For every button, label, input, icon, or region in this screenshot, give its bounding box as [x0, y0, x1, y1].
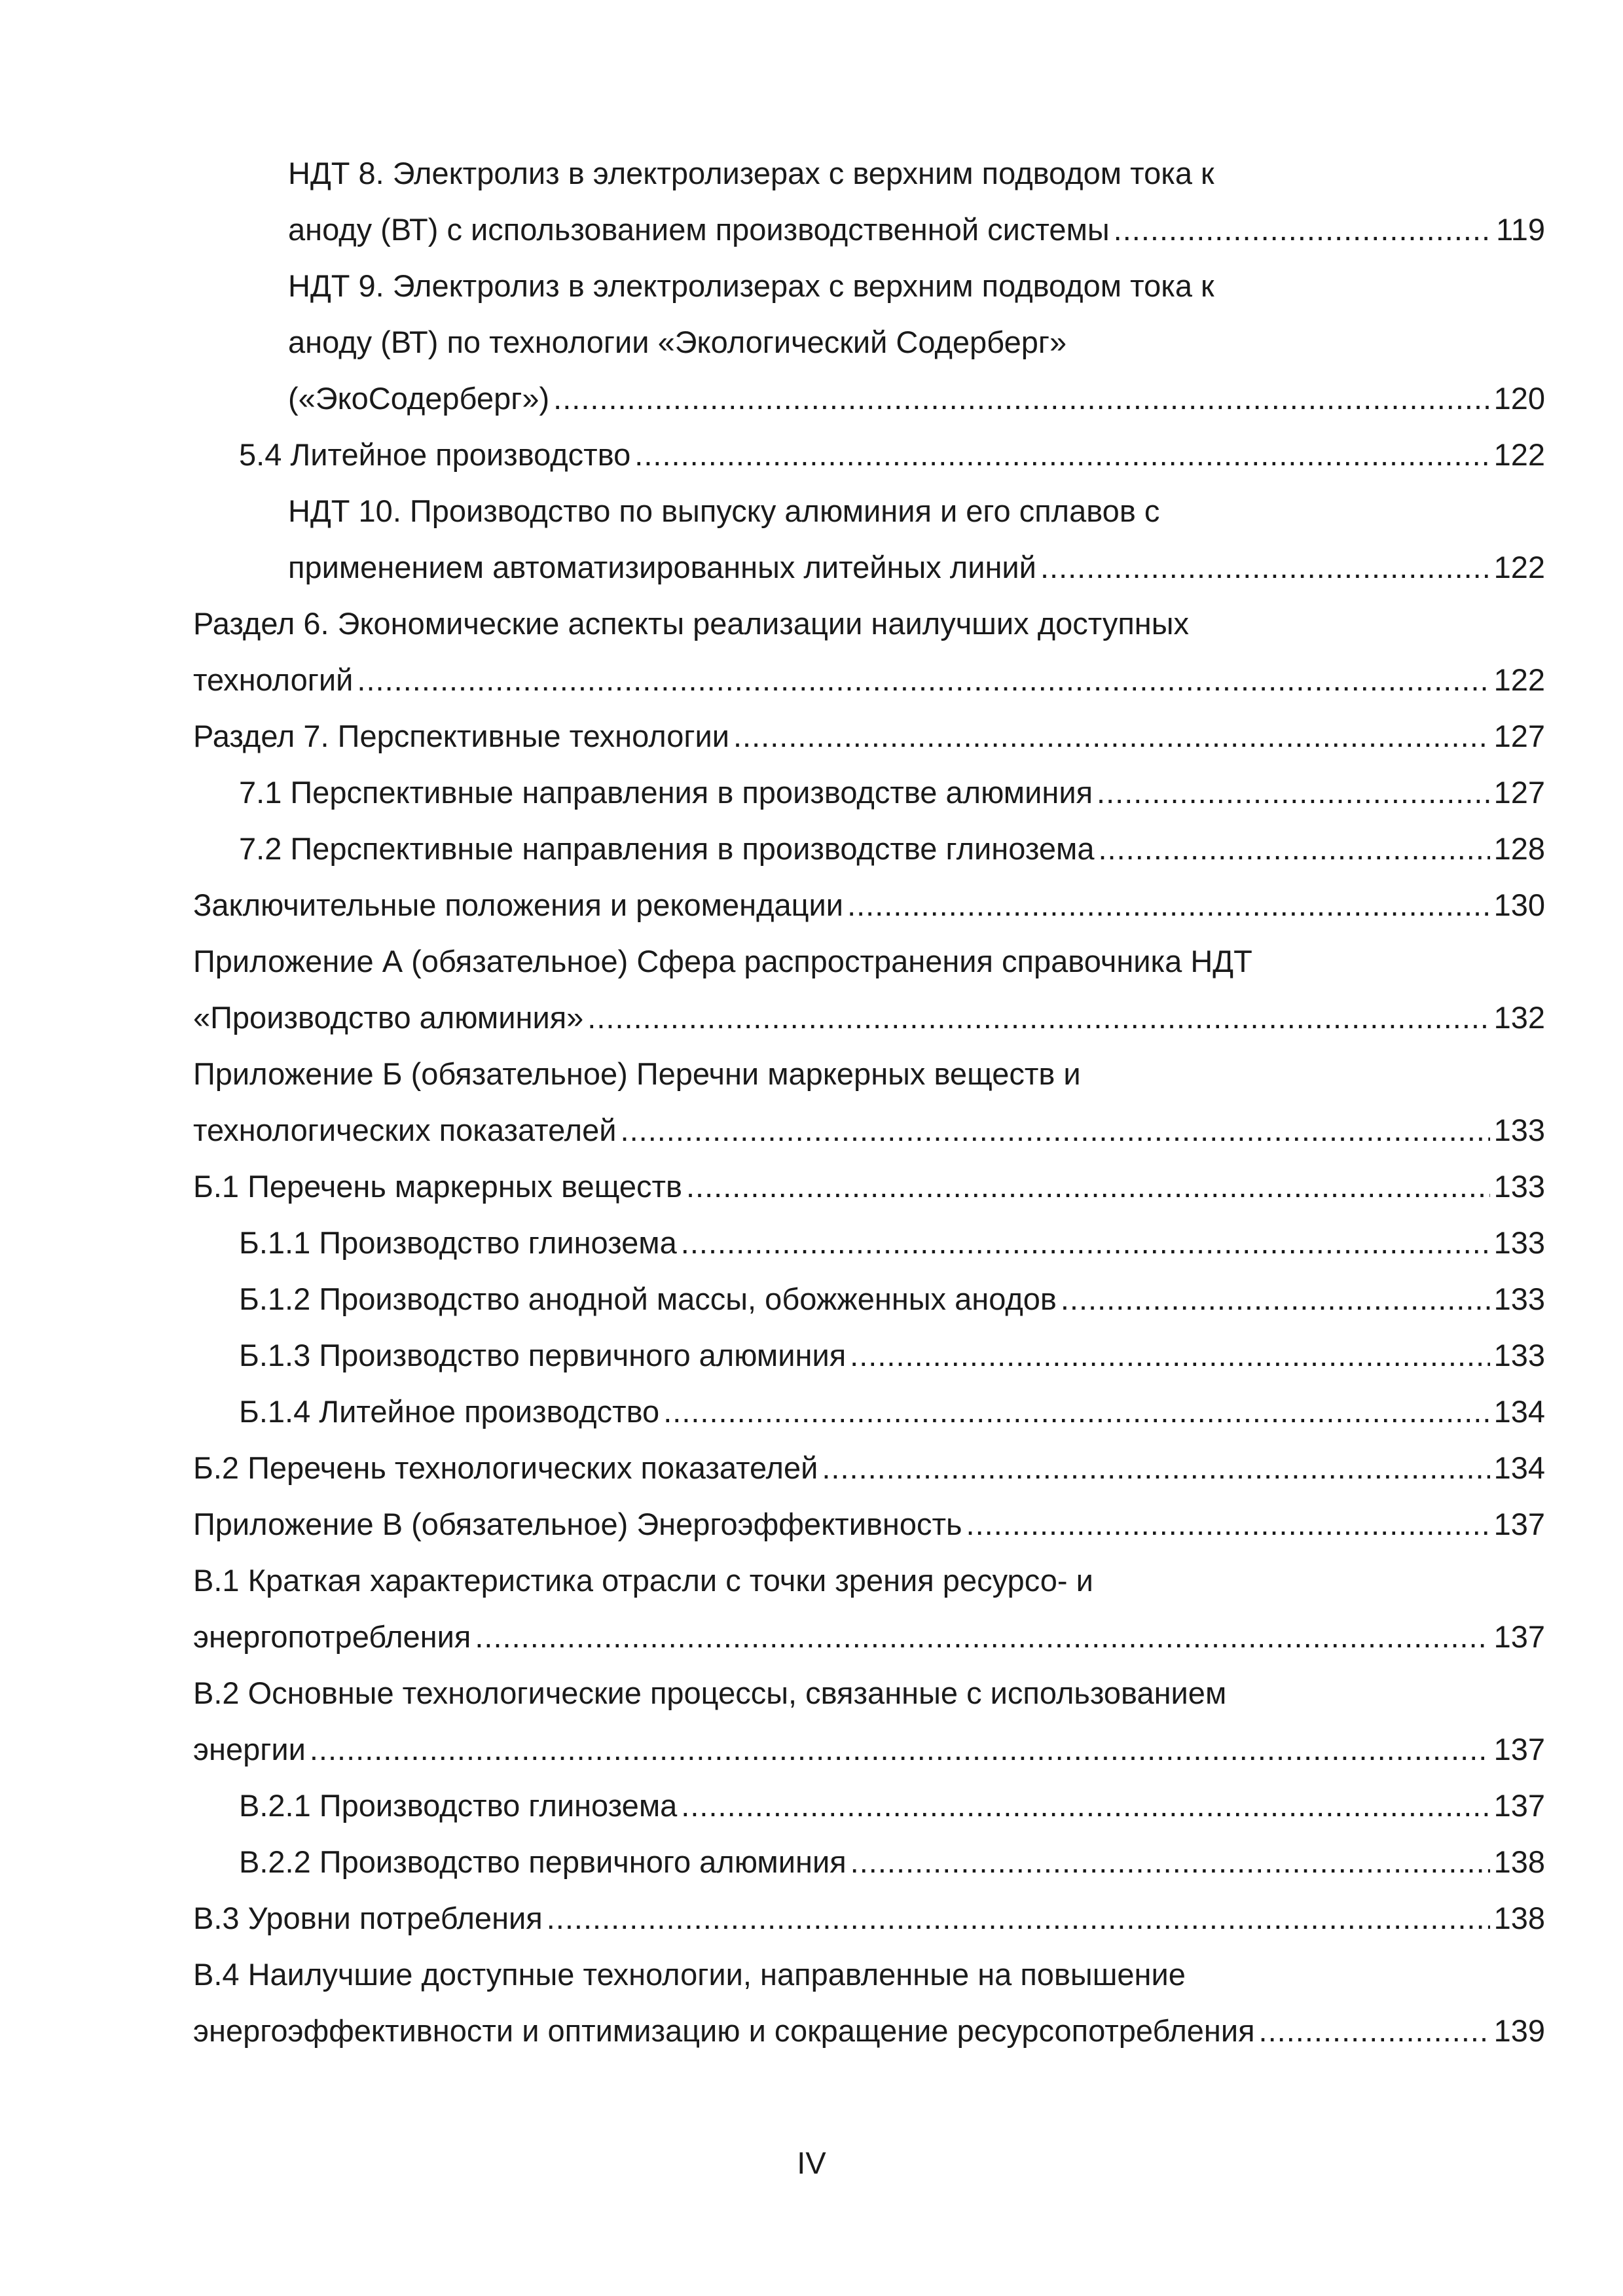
- toc-entry[interactable]: [193, 1721, 1545, 1778]
- toc-entry[interactable]: [193, 1890, 1545, 1946]
- toc-entry-page: 133: [1493, 1338, 1545, 1372]
- toc-entry-title: В.3 Уровни потребления: [193, 1901, 543, 1935]
- toc-entry-title: Б.2 Перечень технологических показателей: [193, 1450, 818, 1485]
- toc-entry-page: 122: [1493, 662, 1545, 697]
- toc-entry-page: 139: [1493, 2013, 1545, 2048]
- dot-leader: [681, 1778, 1489, 1834]
- toc-entry-title: аноду (ВТ) с использованием производственной системы: [288, 212, 1110, 247]
- toc-entry[interactable]: [193, 596, 1545, 652]
- toc-entry-title: 7.1 Перспективные направления в производстве алюминия: [239, 775, 1093, 810]
- toc-entry[interactable]: [193, 1778, 1545, 1834]
- toc-entry-page: 133: [1493, 1113, 1545, 1147]
- toc-entry-page: 130: [1493, 888, 1545, 922]
- dot-leader: [547, 1890, 1490, 1946]
- toc-entry-page: 122: [1493, 550, 1545, 584]
- toc-entry[interactable]: [193, 821, 1545, 877]
- toc-entry-title: Заключительные положения и рекомендации: [193, 888, 844, 922]
- page-number: IV: [797, 2145, 826, 2180]
- toc-entry-page: 132: [1493, 1000, 1545, 1035]
- toc-entry-page: 137: [1493, 1788, 1545, 1823]
- dot-leader: [1097, 764, 1490, 821]
- dot-leader: [621, 1102, 1490, 1158]
- toc-entry-title: НДТ 10. Производство по выпуску алюминия и его сплавов с: [288, 493, 1160, 528]
- toc-entry-title: энергоэффективности и оптимизацию и сокращение ресурсопотребления: [193, 2013, 1255, 2048]
- toc-entry[interactable]: [193, 1665, 1545, 1721]
- toc-entry-title: технологий: [193, 662, 354, 697]
- toc-entry-page: 137: [1493, 1507, 1545, 1541]
- toc-entry-title: В.2.1 Производство глинозема: [239, 1788, 678, 1823]
- table-of-contents: [193, 145, 1545, 2059]
- toc-entry[interactable]: [193, 427, 1545, 483]
- toc-entry-page: 120: [1493, 381, 1545, 416]
- toc-entry[interactable]: [193, 1271, 1545, 1327]
- toc-entry-title: технологических показателей: [193, 1113, 617, 1147]
- toc-entry[interactable]: [193, 539, 1545, 596]
- toc-entry[interactable]: [193, 1046, 1545, 1102]
- toc-entry[interactable]: [193, 1496, 1545, 1552]
- toc-entry[interactable]: [193, 1440, 1545, 1496]
- toc-entry[interactable]: [193, 990, 1545, 1046]
- dot-leader: [1098, 821, 1489, 877]
- toc-entry-title: НДТ 9. Электролиз в электролизерах с верхним подводом тока к: [288, 268, 1214, 303]
- dot-leader: [634, 427, 1489, 483]
- toc-entry[interactable]: [193, 933, 1545, 990]
- dot-leader: [587, 990, 1489, 1046]
- toc-entry-page: 138: [1493, 1901, 1545, 1935]
- toc-entry-page: 119: [1496, 212, 1545, 247]
- toc-entry-title: В.4 Наилучшие доступные технологии, направленные на повышение: [193, 1957, 1186, 1992]
- toc-entry[interactable]: [193, 1834, 1545, 1890]
- toc-entry[interactable]: [193, 708, 1545, 764]
- toc-entry[interactable]: [193, 1327, 1545, 1384]
- toc-entry[interactable]: [193, 1158, 1545, 1215]
- toc-entry-page: 122: [1493, 437, 1545, 472]
- dot-leader: [1040, 539, 1490, 596]
- dot-leader: [966, 1496, 1490, 1552]
- toc-entry-title: Б.1 Перечень маркерных веществ: [193, 1169, 682, 1204]
- dot-leader: [553, 370, 1489, 427]
- dot-leader: [733, 708, 1490, 764]
- toc-entry-title: Приложение В (обязательное) Энергоэффективность: [193, 1507, 962, 1541]
- toc-entry-title: применением автоматизированных литейных линий: [288, 550, 1036, 584]
- toc-entry-title: 5.4 Литейное производство: [239, 437, 631, 472]
- toc-entry-title: «Производство алюминия»: [193, 1000, 584, 1035]
- toc-entry-page: 133: [1493, 1282, 1545, 1316]
- toc-entry-page: 133: [1493, 1225, 1545, 1260]
- toc-entry-title: В.2 Основные технологические процессы, связанные с использованием: [193, 1676, 1227, 1710]
- toc-entry-title: Б.1.3 Производство первичного алюминия: [239, 1338, 847, 1372]
- toc-entry-title: аноду (ВТ) по технологии «Экологический Содерберг»: [288, 325, 1067, 359]
- dot-leader: [681, 1215, 1490, 1271]
- dot-leader: [847, 877, 1490, 933]
- dot-leader: [1259, 2003, 1490, 2059]
- toc-entry-title: Б.1.1 Производство глинозема: [239, 1225, 677, 1260]
- dot-leader: [475, 1609, 1489, 1665]
- toc-entry[interactable]: [193, 370, 1545, 427]
- toc-entry-page: 137: [1493, 1732, 1545, 1767]
- dot-leader: [686, 1158, 1490, 1215]
- toc-entry[interactable]: [193, 1384, 1545, 1440]
- toc-entry-page: 127: [1493, 775, 1545, 810]
- dot-leader: [822, 1440, 1489, 1496]
- toc-entry[interactable]: [193, 202, 1545, 258]
- toc-entry-page: 128: [1493, 831, 1545, 866]
- toc-entry-page: 127: [1493, 719, 1545, 753]
- toc-entry-title: НДТ 8. Электролиз в электролизерах с верхним подводом тока к: [288, 156, 1214, 190]
- toc-entry-title: Б.1.4 Литейное производство: [239, 1394, 660, 1429]
- toc-entry-title: 7.2 Перспективные направления в производстве глинозема: [239, 831, 1095, 866]
- dot-leader: [1061, 1271, 1490, 1327]
- toc-entry-title: Приложение А (обязательное) Сфера распространения справочника НДТ: [193, 944, 1252, 978]
- dot-leader: [850, 1327, 1489, 1384]
- toc-entry-page: 134: [1493, 1450, 1545, 1485]
- toc-entry-title: В.1 Краткая характеристика отрасли с точки зрения ресурсо- и: [193, 1563, 1093, 1598]
- toc-entry-page: 137: [1493, 1619, 1545, 1654]
- toc-entry[interactable]: [193, 1552, 1545, 1609]
- dot-leader: [663, 1384, 1489, 1440]
- toc-entry-title: Раздел 6. Экономические аспекты реализации наилучших доступных: [193, 606, 1190, 641]
- dot-leader: [357, 652, 1489, 708]
- toc-entry[interactable]: [193, 1946, 1545, 2003]
- toc-entry[interactable]: [193, 145, 1545, 202]
- toc-entry[interactable]: [193, 258, 1545, 314]
- dot-leader: [1114, 202, 1492, 258]
- toc-entry-title: Раздел 7. Перспективные технологии: [193, 719, 729, 753]
- toc-entry[interactable]: [193, 1215, 1545, 1271]
- toc-entry-title: В.2.2 Производство первичного алюминия: [239, 1844, 847, 1879]
- dot-leader: [310, 1721, 1490, 1778]
- toc-entry[interactable]: [193, 314, 1545, 370]
- toc-entry-title: энергопотребления: [193, 1619, 471, 1654]
- toc-entry[interactable]: [193, 877, 1545, 933]
- toc-entry[interactable]: [193, 2003, 1545, 2059]
- toc-entry-page: 133: [1493, 1169, 1545, 1204]
- toc-entry-title: Б.1.2 Производство анодной массы, обожженных анодов: [239, 1282, 1057, 1316]
- toc-entry[interactable]: [193, 652, 1545, 708]
- toc-entry-title: энергии: [193, 1732, 306, 1767]
- toc-entry[interactable]: [193, 1609, 1545, 1665]
- toc-entry-page: 138: [1493, 1844, 1545, 1879]
- toc-entry[interactable]: [193, 764, 1545, 821]
- dot-leader: [850, 1834, 1490, 1890]
- toc-entry-page: 134: [1493, 1394, 1545, 1429]
- toc-entry-title: («ЭкоСодерберг»): [288, 381, 550, 416]
- toc-entry[interactable]: [193, 1102, 1545, 1158]
- toc-entry[interactable]: [193, 483, 1545, 539]
- toc-entry-title: Приложение Б (обязательное) Перечни маркерных веществ и: [193, 1056, 1081, 1091]
